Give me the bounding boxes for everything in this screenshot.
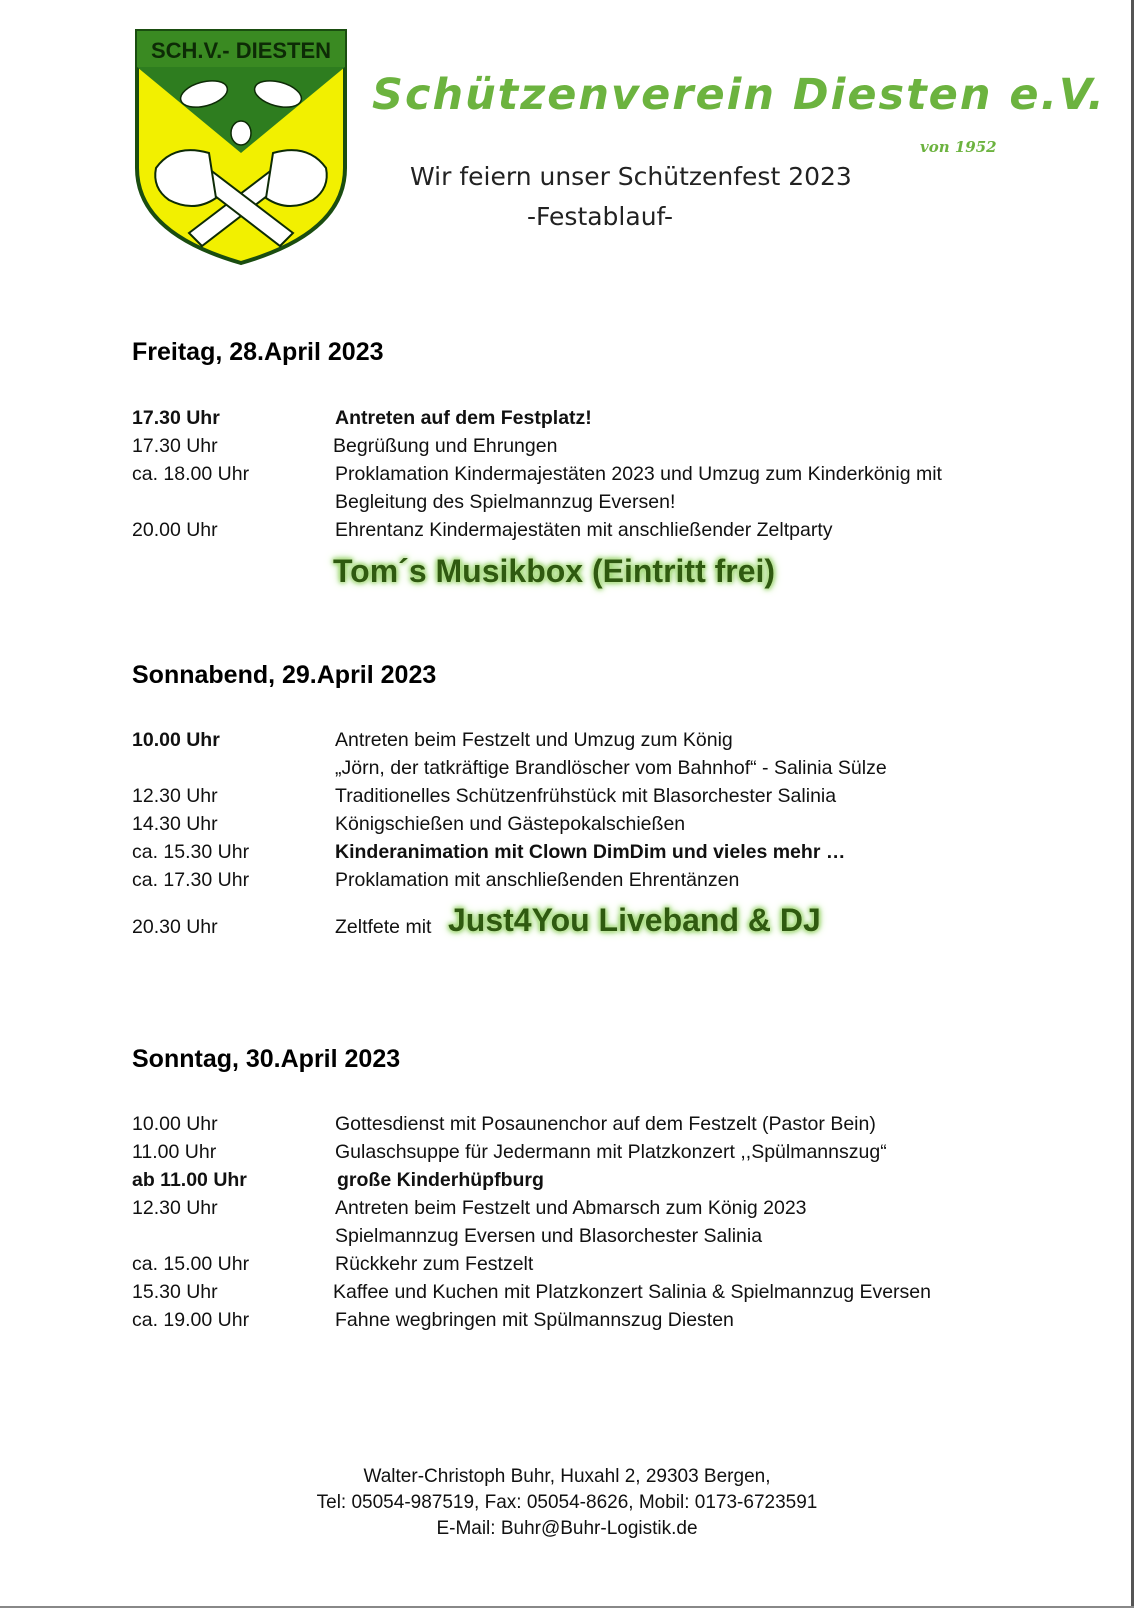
time: 12.30 Uhr (132, 785, 218, 807)
description: „Jörn, der tatkräftige Brandlöscher vom Bahnhof“ - Salinia Sülze (335, 757, 887, 779)
time: ca. 18.00 Uhr (132, 463, 250, 485)
schedule-row (132, 757, 1032, 785)
description: Antreten beim Festzelt und Abmarsch zum König 2023 (335, 1197, 807, 1219)
schedule-row (132, 902, 1032, 956)
highlight-liveband: Just4You Liveband & DJ (448, 902, 821, 938)
schedule-row (132, 491, 1032, 519)
time: 15.30 Uhr (132, 1281, 218, 1303)
subtitle: -Festablauf- (527, 202, 673, 231)
time: ca. 15.00 Uhr (132, 1253, 250, 1275)
description-text: Zeltfete mit (335, 916, 432, 938)
schedule-row (132, 1197, 1032, 1225)
time: 12.30 Uhr (132, 1197, 218, 1219)
schedule-row (132, 729, 1032, 757)
description: Ehrentanz Kindermajestäten mit anschließender Zeltparty (335, 519, 833, 541)
time: 20.30 Uhr (132, 916, 218, 938)
time: 10.00 Uhr (132, 729, 220, 751)
highlight-musikbox: Tom´s Musikbox (Eintritt frei) (333, 553, 776, 589)
schedule-row (132, 841, 1032, 869)
schedule-row (132, 519, 1032, 547)
description: Gulaschsuppe für Jedermann mit Platzkonzert ,,Spülmannszug“ (335, 1141, 887, 1163)
time: 14.30 Uhr (132, 813, 218, 835)
day-heading-saturday: Sonnabend, 29.April 2023 (132, 661, 437, 689)
description: Proklamation Kindermajestäten 2023 und Umzug zum Kinderkönig mit (335, 463, 942, 485)
schedule-row (132, 1113, 1032, 1141)
schedule-row (132, 1281, 1032, 1309)
description: Fahne wegbringen mit Spülmannszug Diesten (335, 1309, 734, 1331)
description: Traditionelles Schützenfrühstück mit Blasorchester Salinia (335, 785, 837, 807)
description: Begrüßung und Ehrungen (333, 435, 558, 457)
time: ca. 19.00 Uhr (132, 1309, 250, 1331)
time: ab 11.00 Uhr (132, 1169, 247, 1191)
time: ca. 15.30 Uhr (132, 841, 250, 863)
tagline: Wir feiern unser Schützenfest 2023 (410, 162, 852, 191)
time: ca. 17.30 Uhr (132, 869, 250, 891)
time: 17.30 Uhr (132, 407, 220, 429)
description: Rückkehr zum Festzelt (335, 1253, 534, 1275)
description: Spielmannzug Eversen und Blasorchester Salinia (335, 1225, 763, 1247)
description: Antreten beim Festzelt und Umzug zum König (335, 729, 733, 751)
schedule-row (132, 1225, 1032, 1253)
time: 17.30 Uhr (132, 435, 218, 457)
description: Königschießen und Gästepokalschießen (335, 813, 686, 835)
footer-address: Walter-Christoph Buhr, Huxahl 2, 29303 Bergen, (363, 1466, 771, 1487)
footer-email: E-Mail: Buhr@Buhr-Logistik.de (436, 1518, 698, 1539)
schedule-row (132, 463, 1032, 491)
description: Kinderanimation mit Clown DimDim und vieles mehr … (335, 841, 846, 863)
club-crest-logo (134, 28, 348, 266)
schedule-row (132, 785, 1032, 813)
schedule-row (132, 407, 1032, 435)
schedule-row (132, 813, 1032, 841)
schedule-row (132, 435, 1032, 463)
schedule-row (132, 1141, 1032, 1169)
description: Kaffee und Kuchen mit Platzkonzert Salinia & Spielmannzug Eversen (333, 1281, 931, 1303)
contact-footer (0, 1464, 1134, 1542)
svg-text:SCH.V.- DIESTEN: SCH.V.- DIESTEN (150, 38, 332, 63)
time: 11.00 Uhr (132, 1141, 217, 1163)
description: Proklamation mit anschließenden Ehrentänzen (335, 869, 740, 891)
schedule-row (132, 1309, 1032, 1337)
description: Gottesdienst mit Posaunenchor auf dem Festzelt (Pastor Bein) (335, 1113, 876, 1135)
founded-year: von 1952 (920, 138, 997, 156)
description: Antreten auf dem Festplatz! (335, 407, 592, 429)
schedule-row (132, 1169, 1032, 1197)
schedule-row (132, 869, 1032, 897)
time: 20.00 Uhr (132, 519, 218, 541)
day-heading-sunday: Sonntag, 30.April 2023 (132, 1045, 401, 1073)
description (335, 902, 821, 939)
time: 10.00 Uhr (132, 1113, 218, 1135)
organization-title: Schützenverein Diesten e.V. (372, 70, 1106, 120)
schedule-row (132, 1253, 1032, 1281)
day-heading-friday: Freitag, 28.April 2023 (132, 338, 384, 366)
description: große Kinderhüpfburg (337, 1169, 544, 1191)
description: Begleitung des Spielmannzug Eversen! (335, 491, 676, 513)
footer-phone: Tel: 05054-987519, Fax: 05054-8626, Mobil: 0173-6723591 (316, 1492, 818, 1513)
